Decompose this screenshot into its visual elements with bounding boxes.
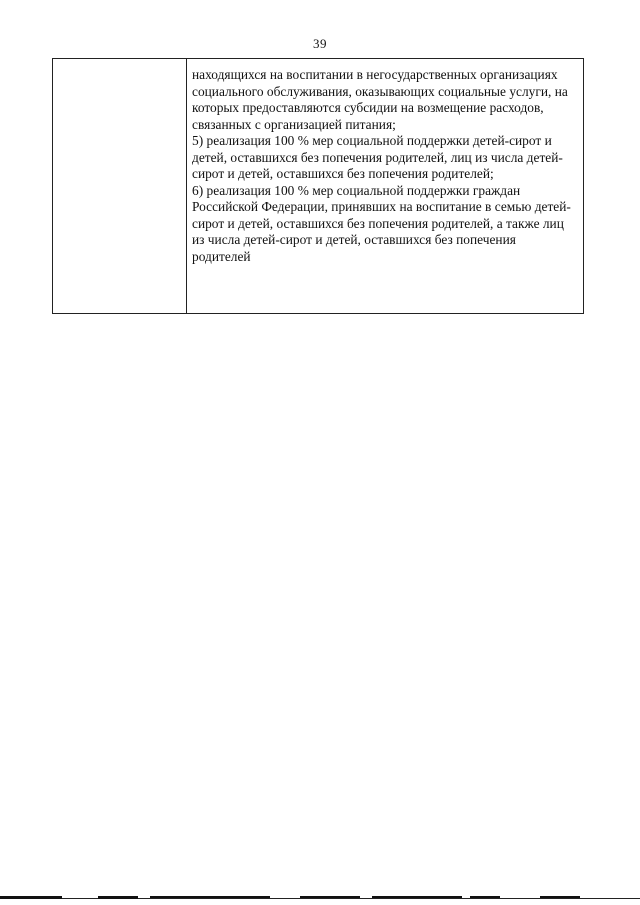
scan-artifact-mark xyxy=(470,896,500,898)
table-paragraph: 6) реализация 100 % мер социальной поддержки граждан Российской Федерации, принявших на воспитание в семью детей-сирот и детей, оставшихся без попечения родителей, а также лиц из числа детей-сирот и детей, оставшихся без попечения родителей xyxy=(192,182,571,264)
scan-artifact-mark xyxy=(0,896,62,899)
scan-artifact-mark xyxy=(98,896,138,899)
table-paragraph: 5) реализация 100 % мер социальной поддержки детей-сирот и детей, оставшихся без попечения родителей, лиц из числа детей-сирот и детей, оставшихся без попечения родителей; xyxy=(192,133,563,181)
page-number: 39 xyxy=(313,36,327,51)
table-paragraph: находящихся на воспитании в негосударственных организациях социального обслуживания, оказывающих социальные услуги, на которых предоставляются субсидии на возмещение расходов, связанных с организацией питания; xyxy=(192,67,568,132)
scan-artifact-mark xyxy=(150,896,270,898)
scan-artifact-mark xyxy=(300,896,360,898)
table-cell-right xyxy=(187,59,583,313)
scan-artifact-mark xyxy=(372,896,462,898)
document-table xyxy=(52,58,584,314)
table-cell-left xyxy=(53,59,187,313)
scan-artifact-mark xyxy=(540,896,580,898)
scan-artifact-line xyxy=(0,898,640,899)
